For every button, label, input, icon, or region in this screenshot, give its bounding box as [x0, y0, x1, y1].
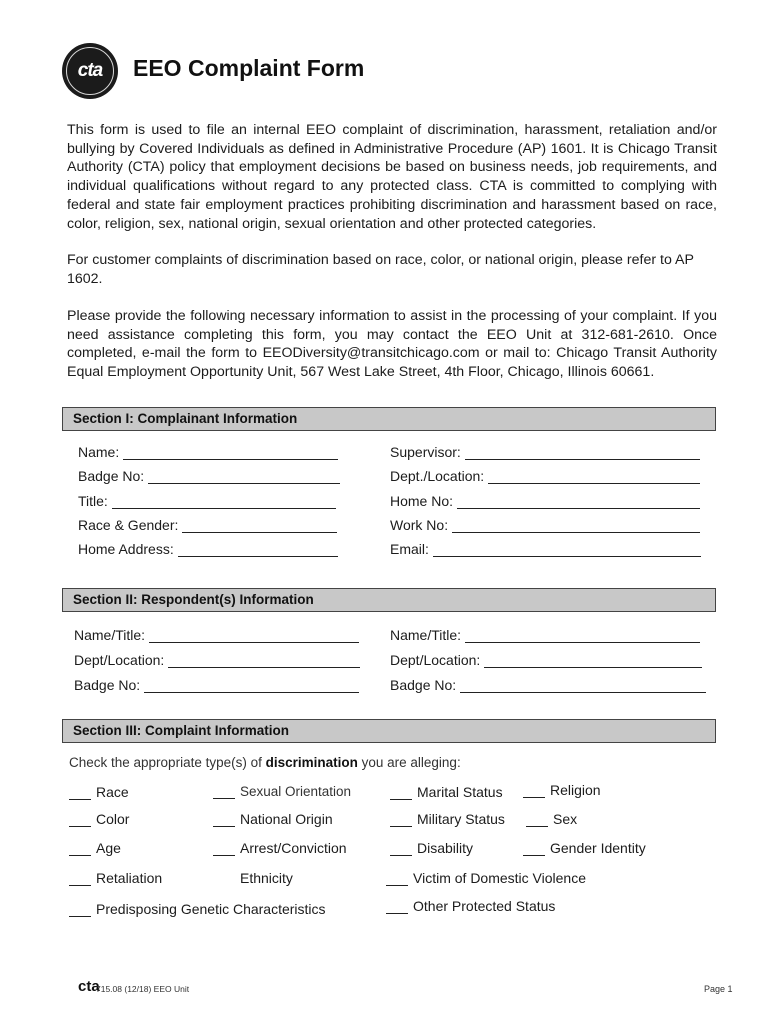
- check-line[interactable]: [523, 785, 545, 798]
- checkbox-race[interactable]: [69, 784, 129, 800]
- checkbox-age[interactable]: [69, 840, 121, 856]
- checkbox-arrest-conviction[interactable]: [213, 840, 347, 856]
- option-label: Ethnicity: [240, 870, 293, 886]
- respondent-1-name-title-field[interactable]: [74, 627, 359, 643]
- check-line[interactable]: [390, 843, 412, 856]
- cta-logo: [62, 43, 118, 99]
- form-code: 715.08 (12/18) EEO Unit: [96, 984, 190, 994]
- section-2-header: Section II: Respondent(s) Information: [62, 588, 716, 612]
- email-field[interactable]: [390, 541, 701, 557]
- option-label: Sex: [553, 811, 578, 827]
- supervisor-field[interactable]: [390, 444, 700, 460]
- option-label: Color: [96, 811, 130, 827]
- field-label: Work No:: [390, 517, 449, 533]
- checkbox-sexual-orientation[interactable]: [213, 784, 351, 799]
- section-1-header: Section I: Complainant Information: [62, 407, 716, 431]
- race-gender-input-line[interactable]: [182, 519, 337, 533]
- home-address-field[interactable]: [78, 541, 338, 557]
- option-label: Gender Identity: [550, 840, 646, 856]
- check-line[interactable]: [69, 843, 91, 856]
- dept-location-field[interactable]: [390, 468, 700, 484]
- name-field[interactable]: [78, 444, 338, 460]
- field-label: Name/Title:: [390, 627, 462, 643]
- title-field[interactable]: [78, 493, 336, 509]
- title-input-line[interactable]: [112, 495, 336, 509]
- home-address-input-line[interactable]: [178, 543, 338, 557]
- respondent-1-name-title-input-line[interactable]: [149, 629, 359, 643]
- option-label: National Origin: [240, 811, 333, 827]
- option-label: Marital Status: [417, 784, 503, 800]
- option-label: Sexual Orientation: [240, 784, 352, 799]
- page-title: EEO Complaint Form: [133, 55, 365, 81]
- field-label: Race & Gender:: [78, 517, 179, 533]
- field-label: Name/Title:: [74, 627, 146, 643]
- respondent-2-name-title-input-line[interactable]: [465, 629, 700, 643]
- field-label: Title:: [78, 493, 108, 509]
- checkbox-color[interactable]: [69, 811, 129, 827]
- checkbox-predisposing-genetic-characteristics[interactable]: [69, 901, 326, 917]
- field-label: Badge No:: [390, 677, 457, 693]
- field-label: Badge No:: [74, 677, 141, 693]
- intro-paragraph-2: For customer complaints of discrimination based on race, color, or national origin, please refer to AP 1602.: [67, 252, 694, 287]
- respondent-2-name-title-field[interactable]: [390, 627, 700, 643]
- respondent-2-dept-location-field[interactable]: [390, 652, 702, 668]
- page-number: Page 1: [704, 984, 733, 994]
- badge-no-input-line[interactable]: [148, 470, 340, 484]
- checkbox-gender-identity[interactable]: [523, 840, 646, 856]
- option-label: Victim of Domestic Violence: [413, 870, 586, 886]
- field-label: Dept./Location:: [390, 468, 485, 484]
- checkbox-national-origin[interactable]: [213, 811, 333, 827]
- discrimination-instruction: [69, 755, 461, 770]
- footer-cta-logo: cta: [78, 978, 100, 995]
- section-3-header: Section III: Complaint Information: [62, 719, 716, 743]
- check-line[interactable]: [386, 901, 408, 914]
- checkbox-ethnicity[interactable]: [240, 870, 293, 886]
- option-label: Disability: [417, 840, 474, 856]
- option-label: Age: [96, 840, 121, 856]
- option-label: Predisposing Genetic Characteristics: [96, 901, 326, 917]
- field-label: Name:: [78, 444, 120, 460]
- respondent-2-badge-no-input-line[interactable]: [460, 679, 706, 693]
- check-line[interactable]: [69, 814, 91, 827]
- option-label: Other Protected Status: [413, 898, 556, 914]
- field-label: Dept/Location:: [390, 652, 481, 668]
- respondent-1-badge-no-input-line[interactable]: [144, 679, 359, 693]
- field-label: Dept/Location:: [74, 652, 165, 668]
- field-label: Home Address:: [78, 541, 174, 557]
- respondent-1-dept-location-input-line[interactable]: [168, 654, 360, 668]
- check-line[interactable]: [69, 904, 91, 917]
- check-line[interactable]: [69, 873, 91, 886]
- dept-location-input-line[interactable]: [488, 470, 700, 484]
- option-label: Arrest/Conviction: [240, 840, 347, 856]
- check-line[interactable]: [390, 787, 412, 800]
- intro-paragraph-1: This form is used to file an internal EEO complaint of discrimination, harassment, retaliation and/or bullying by Covered Individuals as defined in Administrative Procedure (AP) 1601. It is Chicago Transit Authority (CTA) policy that employment decisions be based on business needs, job requirements, and individual qualifications without regard to any protected class. CTA is committed to complying with federal and state fair employment practices prohibiting discrimination and harassment based on race, color, religion, sex, national origin, sexual orientation and other protected categories.: [67, 122, 717, 232]
- option-label: Military Status: [417, 811, 505, 827]
- option-label: Religion: [550, 782, 601, 798]
- email-input-line[interactable]: [433, 543, 701, 557]
- cta-logo-text: cta: [66, 47, 114, 95]
- respondent-1-badge-no-field[interactable]: [74, 677, 359, 693]
- work-no-field[interactable]: [390, 517, 700, 533]
- option-label: Race: [96, 784, 129, 800]
- checkbox-sex[interactable]: [526, 811, 577, 827]
- option-label: Retaliation: [96, 870, 163, 886]
- checkbox-military-status[interactable]: [390, 811, 505, 827]
- supervisor-input-line[interactable]: [465, 446, 700, 460]
- respondent-2-badge-no-field[interactable]: [390, 677, 706, 693]
- respondent-2-dept-location-input-line[interactable]: [484, 654, 702, 668]
- checkbox-marital-status[interactable]: [390, 784, 503, 800]
- check-line[interactable]: [386, 873, 408, 886]
- check-line[interactable]: [69, 787, 91, 800]
- instruction-text: Check the appropriate type(s) of: [69, 755, 266, 770]
- check-line[interactable]: [213, 786, 235, 799]
- instruction-bold-text: discrimination: [265, 755, 358, 770]
- check-line[interactable]: [213, 843, 235, 856]
- home-no-field[interactable]: [390, 493, 700, 509]
- instruction-text: you are alleging:: [357, 755, 461, 770]
- checkbox-disability[interactable]: [390, 840, 473, 856]
- field-label: Badge No:: [78, 468, 145, 484]
- race-gender-field[interactable]: [78, 517, 337, 533]
- home-no-input-line[interactable]: [457, 495, 700, 509]
- check-line[interactable]: [390, 814, 412, 827]
- checkbox-other-protected-status[interactable]: [386, 898, 555, 914]
- field-label: Email:: [390, 541, 429, 557]
- checkbox-religion[interactable]: [523, 782, 601, 798]
- check-line[interactable]: [523, 843, 545, 856]
- check-line[interactable]: [526, 814, 548, 827]
- respondent-1-dept-location-field[interactable]: [74, 652, 360, 668]
- intro-paragraph-3: Please provide the following necessary information to assist in the processing of your complaint. If you need assistance completing this form, you may contact the EEO Unit at 312-681-2610. Once completed, e-mail the form to EEODiversity@transitchicago.com or mail to: Chicago Transit Authority Equal Employment Opportunity Unit, 567 West Lake Street, 4th Floor, Chicago, Illinois 60661.: [67, 308, 717, 381]
- checkbox-victim-of-domestic-violence[interactable]: [386, 870, 586, 886]
- check-line[interactable]: [213, 814, 235, 827]
- name-input-line[interactable]: [123, 446, 338, 460]
- field-label: Home No:: [390, 493, 454, 509]
- field-label: Supervisor:: [390, 444, 461, 460]
- checkbox-retaliation[interactable]: [69, 870, 162, 886]
- badge-no-field[interactable]: [78, 468, 340, 484]
- work-no-input-line[interactable]: [452, 519, 700, 533]
